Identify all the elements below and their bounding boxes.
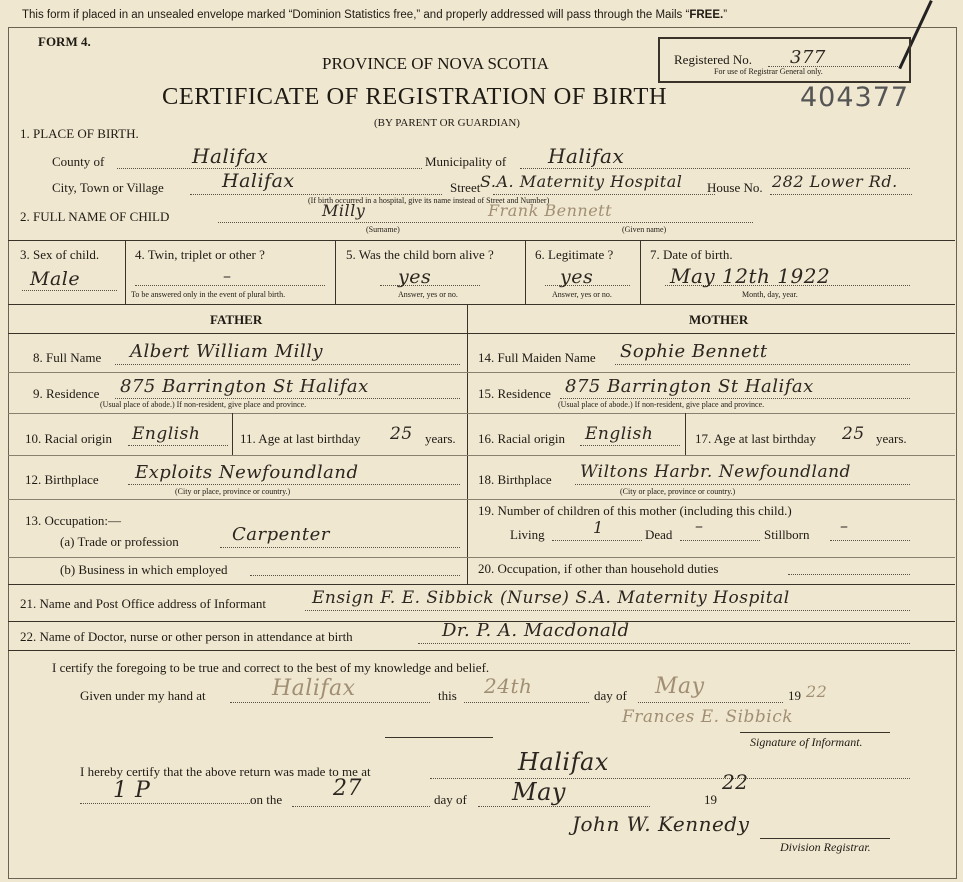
father-racial-value: English (132, 424, 201, 444)
street-value: S.A. Maternity Hospital (480, 172, 683, 191)
legit-note: Answer, yes or no. (552, 290, 612, 299)
registrar-day-line (292, 806, 430, 807)
row3-divider-4 (640, 240, 641, 304)
mother-age-rule (467, 455, 955, 456)
sex-value: Male (30, 268, 81, 290)
on-the-label: on the (250, 792, 283, 807)
registrar-place-line (430, 778, 910, 779)
father-trade-rule (8, 557, 467, 558)
twin-label: 4. Twin, triplet or other ? (135, 247, 265, 262)
stillborn-value: – (840, 516, 849, 535)
father-name-value: Albert William Milly (130, 341, 324, 362)
father-age-unit: years. (425, 431, 456, 446)
certify-separator (385, 737, 493, 738)
mail-notice-free: FREE. (689, 9, 724, 21)
mother-children-label: 19. Number of children of this mother (including this child.) (478, 503, 792, 518)
father-res-rule (8, 413, 467, 414)
father-name-label: 8. Full Name (33, 350, 102, 365)
informant-signature: Frances E. Sibbick (622, 707, 794, 727)
child-given-value: Frank Bennett (488, 201, 613, 220)
father-business-line (250, 575, 460, 576)
father-name-line (115, 364, 460, 365)
city-label: City, Town or Village (52, 180, 164, 195)
legit-value: yes (560, 266, 594, 288)
mother-name-value: Sophie Bennett (620, 341, 768, 362)
father-heading: FATHER (210, 312, 263, 327)
father-birthplace-value: Exploits Newfoundland (135, 462, 359, 483)
mother-age-label: 17. Age at last birthday (695, 431, 816, 446)
mother-res-line (560, 398, 910, 399)
father-res-label: 9. Residence (33, 386, 100, 401)
registrar-signature-label: Division Registrar. (780, 840, 871, 854)
father-racial-line (128, 445, 228, 446)
living-line (552, 540, 642, 541)
mother-birthplace-value: Wiltons Harbr. Newfoundland (580, 462, 851, 482)
mail-notice-end: ” (723, 9, 728, 21)
mail-notice-text: This form if placed in an unsealed envelope marked “Dominion Statistics free,” and properly addressed will pass through the Mails “ (22, 9, 690, 21)
certify-year-value: 22 (806, 682, 828, 701)
year-prefix: 19 (788, 688, 801, 703)
twin-line (135, 285, 325, 286)
house-label: House No. (707, 180, 763, 195)
registrar-month-value: May (512, 778, 566, 806)
registered-value: 377 (790, 47, 826, 68)
father-birthplace-note: (City or place, province or country.) (175, 487, 291, 496)
this-label: this (438, 688, 457, 703)
certify-month-value: May (655, 674, 705, 699)
city-value: Halifax (222, 170, 295, 192)
father-birthplace-line (128, 484, 460, 485)
mother-racial-label: 16. Racial origin (478, 431, 566, 446)
row3-divider-1 (125, 240, 126, 304)
father-birthplace-label: 12. Birthplace (25, 472, 99, 487)
this-day-value: 24th (484, 674, 533, 698)
row3-divider-3 (525, 240, 526, 304)
mother-children-rule (467, 557, 955, 558)
municipality-value: Halifax (548, 144, 625, 168)
stillborn-label: Stillborn (764, 527, 810, 542)
doctor-value: Dr. P. A. Macdonald (442, 620, 630, 641)
doctor-line (418, 643, 910, 644)
place-section-label: 1. PLACE OF BIRTH. (20, 126, 139, 141)
father-occupation-label: 13. Occupation:— (25, 513, 122, 528)
mail-notice (22, 9, 727, 21)
place-note: (If birth occurred in a hospital, give its name instead of Street and Number) (308, 196, 550, 205)
father-age-label: 11. Age at last birthday (240, 431, 361, 446)
father-birthplace-rule (8, 499, 467, 500)
mother-birthplace-line (575, 484, 910, 485)
father-res-note: (Usual place of abode.) If non-resident, give place and province. (100, 400, 307, 409)
registered-box (658, 37, 911, 83)
certificate-title: CERTIFICATE OF REGISTRATION OF BIRTH (162, 83, 668, 110)
informant-line (305, 610, 910, 611)
mother-name-line (615, 364, 910, 365)
child-surname-value: Milly (322, 201, 366, 220)
certificate-subtitle: (BY PARENT OR GUARDIAN) (374, 117, 520, 129)
twin-value: – (223, 266, 232, 285)
mother-res-value: 875 Barrington St Halifax (565, 376, 814, 397)
alive-value: yes (398, 266, 432, 288)
street-label: Street (450, 180, 481, 195)
this-day-line (464, 702, 589, 703)
father-business-label: (b) Business in which employed (60, 562, 228, 577)
county-label: County of (52, 154, 105, 169)
father-name-rule (8, 372, 467, 373)
living-label: Living (510, 527, 545, 542)
stamp-number: 404377 (800, 82, 910, 113)
city-line (190, 194, 442, 195)
informant-label: 21. Name and Post Office address of Informant (20, 596, 266, 611)
mother-birthplace-note: (City or place, province or country.) (620, 487, 736, 496)
mother-racial-divider (685, 413, 686, 455)
mother-racial-value: English (585, 424, 654, 444)
mother-birthplace-rule (467, 499, 955, 500)
mother-age-value: 25 (842, 424, 865, 444)
mother-racial-line (580, 445, 680, 446)
living-value: 1 (593, 518, 604, 537)
registrar-year-value: 22 (722, 770, 749, 794)
mother-name-label: 14. Full Maiden Name (478, 350, 596, 365)
province-heading: PROVINCE OF NOVA SCOTIA (322, 54, 549, 73)
legit-label: 6. Legitimate ? (535, 247, 614, 262)
municipality-label: Municipality of (425, 154, 507, 169)
father-trade-label: (a) Trade or profession (60, 534, 179, 549)
stillborn-line (830, 540, 910, 541)
month-line (638, 702, 783, 703)
mother-res-rule (467, 413, 955, 414)
row3-top-rule (8, 240, 955, 241)
informant-top-rule (8, 584, 955, 585)
twin-note: To be answered only in the event of plural birth. (131, 290, 286, 299)
father-res-value: 875 Barrington St Halifax (120, 376, 369, 397)
day-of-label: day of (594, 688, 627, 703)
sex-label: 3. Sex of child. (20, 247, 100, 262)
father-racial-label: 10. Racial origin (25, 431, 113, 446)
county-value: Halifax (192, 144, 269, 168)
child-name-line (218, 222, 753, 223)
registrar-signature: John W. Kennedy (572, 812, 750, 836)
father-age-rule (8, 455, 467, 456)
sex-line (22, 290, 117, 291)
father-trade-value: Carpenter (232, 524, 330, 545)
county-line (117, 168, 422, 169)
given-place-line (230, 702, 430, 703)
registrar-number: 1 P (113, 778, 151, 803)
registrar-place-value: Halifax (518, 748, 609, 776)
row3-bottom-rule (8, 304, 955, 305)
alive-label: 5. Was the child born alive ? (346, 247, 494, 262)
doctor-label: 22. Name of Doctor, nurse or other person in attendance at birth (20, 629, 353, 644)
father-racial-divider (232, 413, 233, 455)
father-age-value: 25 (390, 424, 413, 444)
mother-birthplace-label: 18. Birthplace (478, 472, 552, 487)
registrar-number-line (80, 803, 250, 804)
registrar-month-line (478, 806, 650, 807)
certify-statement: I certify the foregoing to be true and correct to the best of my knowledge and belief. (52, 660, 490, 675)
mother-occupation-line (788, 574, 910, 575)
parents-divider (467, 304, 468, 584)
registered-note: For use of Registrar General only. (714, 67, 823, 76)
doctor-bottom-rule (8, 650, 955, 651)
given-place-value: Halifax (272, 676, 356, 701)
form-number: FORM 4. (38, 34, 91, 49)
mother-res-note: (Usual place of abode.) If non-resident, give place and province. (558, 400, 765, 409)
house-line (770, 194, 912, 195)
registered-label: Registered No. (674, 52, 752, 67)
informant-value: Ensign F. E. Sibbick (Nurse) S.A. Maternity Hospital (312, 588, 790, 608)
father-res-line (115, 398, 460, 399)
registrar-year-prefix: 19 (704, 792, 717, 807)
mother-occupation-label: 20. Occupation, if other than household duties (478, 561, 719, 576)
municipality-line (520, 168, 910, 169)
child-name-label: 2. FULL NAME OF CHILD (20, 209, 170, 224)
mother-name-rule (467, 372, 955, 373)
dead-line (680, 540, 760, 541)
mother-heading: MOTHER (689, 312, 749, 327)
dead-label: Dead (645, 527, 673, 542)
given-note: (Given name) (622, 225, 667, 234)
mother-res-label: 15. Residence (478, 386, 551, 401)
registrar-signature-line (760, 838, 890, 839)
parents-heading-rule (8, 333, 955, 334)
registrar-day-value: 27 (333, 776, 362, 801)
dob-note: Month, day, year. (742, 290, 798, 299)
informant-signature-label: Signature of Informant. (750, 735, 863, 749)
dead-value: – (695, 516, 704, 535)
row3-divider-2 (335, 240, 336, 304)
alive-note: Answer, yes or no. (398, 290, 458, 299)
surname-note: (Surname) (366, 225, 400, 234)
registrar-day-of-label: day of (434, 792, 467, 807)
house-value: 282 Lower Rd. (772, 172, 898, 191)
street-line (493, 194, 715, 195)
given-hand-label: Given under my hand at (80, 688, 206, 703)
dob-value: May 12th 1922 (670, 264, 831, 288)
informant-signature-line (740, 732, 890, 733)
father-trade-line (220, 547, 460, 548)
mother-age-unit: years. (876, 431, 907, 446)
registrar-statement: I hereby certify that the above return was made to me at (80, 764, 371, 779)
dob-label: 7. Date of birth. (650, 247, 733, 262)
